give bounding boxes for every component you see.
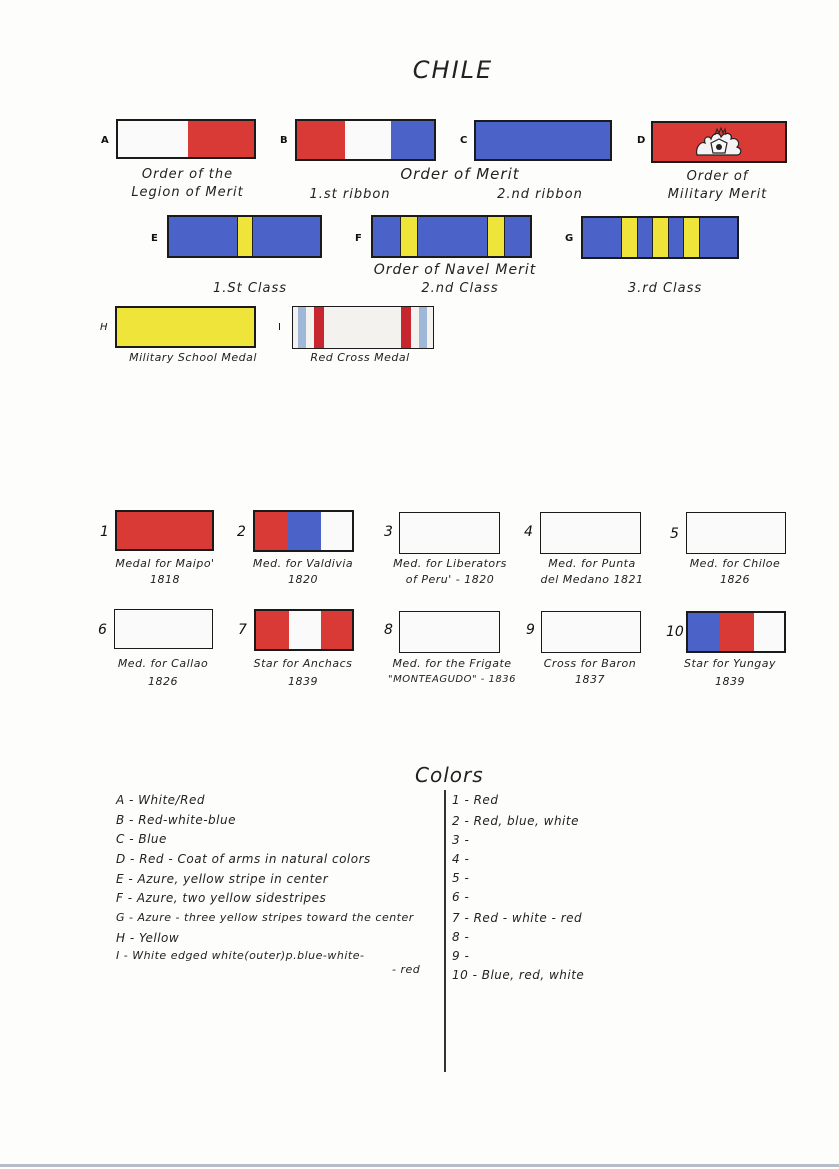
ribbon-g-sublabel: 3.rd Class bbox=[627, 281, 703, 296]
legend-left-item: H - Yellow bbox=[116, 931, 180, 945]
medal-label-line1: Med. for Valdivia bbox=[252, 557, 354, 570]
ribbon-d-label-line2: Military Merit bbox=[667, 187, 768, 202]
ribbon-letter-e: E bbox=[151, 233, 158, 244]
medal-num: 8 bbox=[384, 622, 393, 638]
legend-right-item: 4 - bbox=[452, 852, 470, 866]
medal-label-line1: Cross for Baron bbox=[543, 657, 637, 670]
medal-ribbon bbox=[253, 510, 354, 552]
medal-num: 5 bbox=[670, 526, 679, 542]
legend-right-item: 5 - bbox=[452, 871, 470, 885]
medal-label-line2: of Peru' - 1820 bbox=[405, 573, 495, 586]
ribbon-h bbox=[115, 306, 256, 348]
colors-title: Colors bbox=[415, 763, 484, 787]
legend-divider bbox=[444, 790, 446, 1072]
ribbon-a-label-line2: Legion of Merit bbox=[131, 185, 244, 200]
legend-left-item: G - Azure - three yellow stripes toward the center bbox=[116, 911, 414, 924]
legend-right-item: 8 - bbox=[452, 930, 470, 944]
ribbon-letter-i: I bbox=[278, 322, 281, 333]
ribbon-letter-b: B bbox=[280, 135, 288, 146]
ribbon-letter-a: A bbox=[101, 135, 109, 146]
page-title: CHILE bbox=[412, 56, 494, 84]
legend-right-item: 2 - Red, blue, white bbox=[452, 814, 579, 828]
scan-edge-line bbox=[0, 1164, 839, 1167]
medal-num: 3 bbox=[384, 524, 393, 540]
medal-label-line1: Med. for Callao bbox=[117, 657, 209, 670]
medal-num: 2 bbox=[237, 524, 246, 540]
ribbon-c-sublabel: 2.nd ribbon bbox=[497, 187, 583, 202]
order-of-merit-label: Order of Merit bbox=[400, 165, 520, 183]
ribbon-a bbox=[116, 119, 256, 159]
ribbon-f bbox=[371, 215, 532, 258]
legend-right-item: 9 - bbox=[452, 949, 470, 963]
medal-label-line1: Med. for Liberators bbox=[393, 557, 507, 570]
legend-left-item: - red bbox=[392, 963, 421, 976]
medal-num: 7 bbox=[238, 622, 247, 638]
medal-ribbon bbox=[540, 512, 641, 554]
legend-right-item: 10 - Blue, red, white bbox=[452, 968, 585, 982]
legend-left-item: C - Blue bbox=[116, 832, 167, 846]
coat-of-arms-icon bbox=[691, 125, 747, 159]
medal-num: 6 bbox=[98, 622, 107, 638]
medal-num: 10 bbox=[666, 624, 684, 640]
ribbon-i-label: Red Cross Medal bbox=[310, 351, 410, 364]
medal-label-line2: 1820 bbox=[288, 573, 318, 586]
legend-right-item: 6 - bbox=[452, 890, 470, 904]
medal-ribbon bbox=[114, 609, 213, 649]
legend-left-item: B - Red-white-blue bbox=[116, 813, 236, 827]
ribbon-letter-c: C bbox=[460, 135, 468, 146]
medal-ribbon bbox=[686, 512, 786, 554]
medal-label-line2: 1818 bbox=[150, 573, 180, 586]
ribbon-h-label: Military School Medal bbox=[129, 351, 257, 364]
medal-ribbon bbox=[254, 609, 354, 651]
ribbon-d-label-line1: Order of bbox=[686, 169, 749, 184]
legend-left-item: A - White/Red bbox=[116, 793, 205, 807]
ribbon-c bbox=[474, 120, 612, 161]
medal-label-line1: Med. for Punta bbox=[548, 557, 636, 570]
ribbon-e bbox=[167, 215, 322, 258]
medal-label-line2: 1826 bbox=[148, 675, 178, 688]
medal-ribbon bbox=[115, 510, 214, 551]
ribbon-letter-f: F bbox=[355, 233, 362, 244]
medal-ribbon bbox=[686, 611, 786, 653]
medal-label-line2: 1839 bbox=[288, 675, 318, 688]
medal-label-line2: 1837 bbox=[575, 673, 605, 686]
legend-left-item: D - Red - Coat of arms in natural colors bbox=[116, 852, 371, 866]
ribbon-e-sublabel: 1.St Class bbox=[212, 281, 288, 296]
legend-left-item: I - White edged white(outer)p.blue-white- bbox=[116, 949, 365, 962]
order-of-navel-merit-label: Order of Navel Merit bbox=[373, 262, 537, 278]
medal-label-line2: del Medano 1821 bbox=[540, 573, 644, 586]
legend-right-item: 1 - Red bbox=[452, 793, 499, 807]
ribbon-d bbox=[651, 121, 787, 163]
legend-left-item: F - Azure, two yellow sidestripes bbox=[116, 891, 327, 905]
medal-label-line1: Med. for the Frigate bbox=[392, 657, 512, 670]
ribbon-b bbox=[295, 119, 436, 161]
medal-label-line2: 1839 bbox=[715, 675, 745, 688]
medal-ribbon bbox=[541, 611, 641, 653]
medal-ribbon bbox=[399, 512, 500, 554]
ribbon-b-sublabel: 1.st ribbon bbox=[309, 187, 391, 202]
medal-label-line1: Medal for Maipo' bbox=[115, 557, 215, 570]
ribbon-i bbox=[292, 306, 434, 349]
legend-right-item: 3 - bbox=[452, 833, 470, 847]
medal-ribbon bbox=[399, 611, 500, 653]
medal-label-line1: Star for Anchacs bbox=[253, 657, 353, 670]
medal-num: 9 bbox=[526, 622, 535, 638]
medal-label-line2: "MONTEAGUDO" - 1836 bbox=[387, 674, 516, 685]
ribbon-g bbox=[581, 216, 739, 259]
medal-num: 4 bbox=[524, 524, 533, 540]
ribbon-letter-d: D bbox=[637, 135, 646, 146]
ribbon-a-label-line1: Order of the bbox=[141, 167, 234, 182]
legend-left-item: E - Azure, yellow stripe in center bbox=[116, 872, 329, 886]
medal-label-line1: Star for Yungay bbox=[683, 657, 777, 670]
medal-num: 1 bbox=[100, 524, 109, 540]
ribbon-letter-h: H bbox=[100, 322, 108, 333]
ribbon-letter-g: G bbox=[565, 233, 574, 244]
ribbon-f-sublabel: 2.nd Class bbox=[421, 281, 499, 296]
medal-label-line1: Med. for Chiloe bbox=[689, 557, 781, 570]
legend-right-item: 7 - Red - white - red bbox=[452, 911, 583, 925]
medal-label-line2: 1826 bbox=[720, 573, 750, 586]
